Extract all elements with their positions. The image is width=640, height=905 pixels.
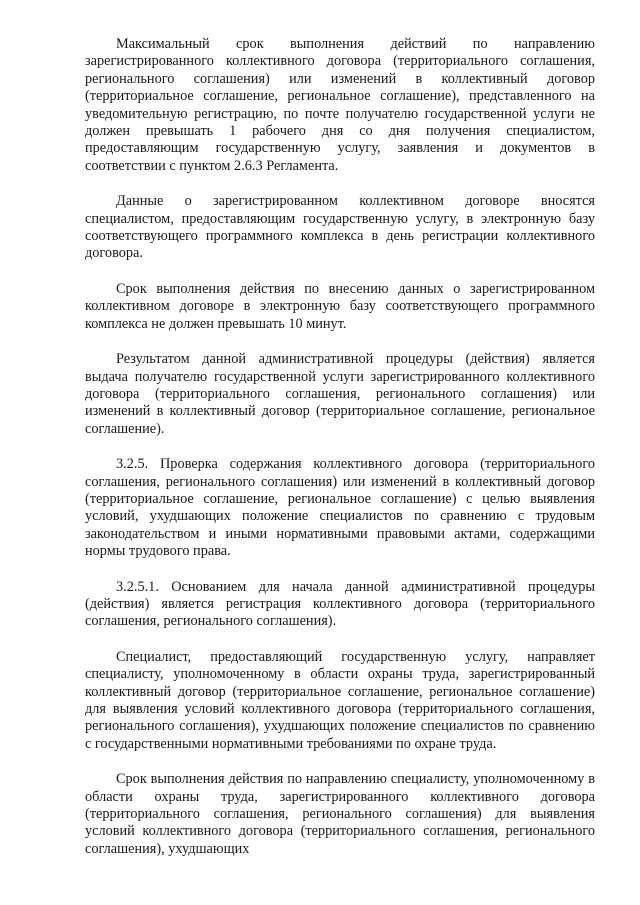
document-body: [85, 36, 595, 858]
paragraph-sending-term: Срок выполнения действия по направлению специалисту, уполномоченному в области охраны труда, зарегистрированного коллективного договора (территориального соглашения, регионального соглашения) для выявления условий коллективного договора (территориального соглашения, регионального соглашения), ухудшающих: [85, 771, 595, 857]
paragraph-specialist-sends: Специалист, предоставляющий государственную услугу, направляет специалисту, уполномоченному в области охраны труда, зарегистрированный коллективный договор (территориальное соглашение, региональное соглашение) для выявления условий коллективного договора (территориального соглашения, регионального соглашения), ухудшающих положение специалистов по сравнению с государственными нормативными требованиями по охране труда.: [85, 648, 595, 752]
paragraph-data-entry: Данные о зарегистрированном коллективном договоре вносятся специалистом, предоставляющим государственную услугу, в электронную базу соответствующего программного комплекса в день регистрации коллективного договора.: [85, 193, 595, 262]
section-3-2-5-1: 3.2.5.1. Основанием для начала данной административной процедуры (действия) является регистрация коллективного договора (территориального соглашения, регионального соглашения).: [85, 578, 595, 630]
section-3-2-5: 3.2.5. Проверка содержания коллективного договора (территориального соглашения, регионального соглашения) или изменений в коллективный договор (территориальное соглашение, региональное соглашение) с целью выявления условий, ухудшающих положение специалистов по сравнению с трудовым законодательством и иными нормативными правовыми актами, содержащими нормы трудового права.: [85, 456, 595, 560]
paragraph-max-term: Максимальный срок выполнения действий по направлению зарегистрированного коллективного договора (территориального соглашения, регионального соглашения) или изменений в коллективный договор (территориальное соглашение, региональное соглашение), представленного на уведомительную регистрацию, по почте получателю государственной услуги не должен превышать 1 рабочего дня со дня получения специалистом, предоставляющим государственную услугу, заявления и документов в соответствии с пунктом 2.6.3 Регламента.: [85, 36, 595, 174]
paragraph-result: Результатом данной административной процедуры (действия) является выдача получателю государственной услуги зарегистрированного коллективного договора (территориального соглашения, регионального соглашения) или изменений в коллективный договор (территориальное соглашение, региональное соглашение).: [85, 351, 595, 437]
paragraph-entry-term: Срок выполнения действия по внесению данных о зарегистрированном коллективном договоре в электронную базу соответствующего программного комплекса не должен превышать 10 минут.: [85, 280, 595, 332]
